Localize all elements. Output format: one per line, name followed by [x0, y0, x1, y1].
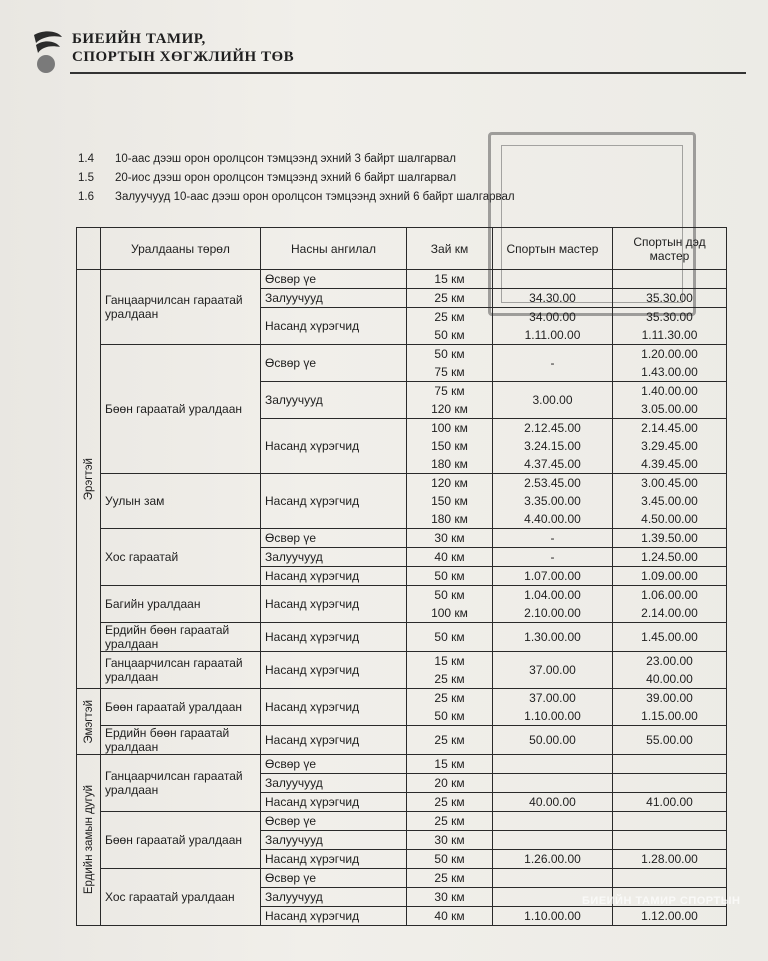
- master-candidate-value: [617, 869, 722, 887]
- sport-master-value: 1.11.00.00: [524, 328, 581, 342]
- sport-master-cell: [493, 907, 613, 926]
- master-candidate-value: 4.39.45.00: [641, 457, 698, 471]
- discipline-cell: Бөөн гараатай уралдаан: [101, 345, 261, 474]
- master-candidate-cell: [613, 586, 727, 623]
- distance-value: 25 км: [434, 310, 465, 324]
- age-category-cell: Насанд хүрэгчид: [261, 907, 407, 926]
- sport-master-value: 1.26.00.00: [524, 852, 581, 866]
- sport-master-cell: [493, 755, 613, 774]
- header-divider: [70, 72, 746, 74]
- age-category-cell: Насанд хүрэгчид: [261, 586, 407, 623]
- age-category-cell: Насанд хүрэгчид: [261, 652, 407, 689]
- distance-cell: [407, 308, 493, 345]
- note-number: 1.6: [78, 191, 94, 203]
- age-category-cell: Өсвөр үе: [261, 812, 407, 831]
- distance-value: 50 км: [434, 347, 465, 361]
- master-candidate-cell: [613, 529, 727, 548]
- note-number: 1.4: [78, 153, 94, 165]
- master-candidate-value: 1.12.00.00: [641, 909, 698, 923]
- header-distance: Зай км: [407, 228, 493, 270]
- master-candidate-value: 23.00.00: [646, 654, 693, 668]
- master-candidate-value: [617, 812, 722, 830]
- master-candidate-value: 1.40.00.00: [641, 384, 698, 398]
- note-text: Залуучууд 10-аас дээш орон оролцсон тэмцээнд эхний 6 байрт шалгарвал: [115, 191, 515, 203]
- sport-master-value: 1.10.00.00: [524, 909, 581, 923]
- distance-cell: [407, 793, 493, 812]
- sport-master-cell: [493, 793, 613, 812]
- table-header-row: [77, 228, 727, 270]
- distance-value: 100 км: [431, 421, 468, 435]
- sport-master-cell: [493, 726, 613, 755]
- master-candidate-cell: [613, 850, 727, 869]
- sport-master-value: [497, 812, 608, 830]
- age-category-cell: Насанд хүрэгчид: [261, 850, 407, 869]
- table-row: [77, 529, 727, 548]
- distance-value: 15 км: [434, 272, 465, 286]
- header-group: [77, 228, 101, 270]
- sport-master-cell: [493, 474, 613, 529]
- distance-cell: [407, 755, 493, 774]
- sport-master-value: [497, 755, 608, 773]
- master-candidate-cell: [613, 548, 727, 567]
- master-candidate-cell: [613, 345, 727, 382]
- distance-value: 150 км: [431, 494, 468, 508]
- master-candidate-value: 1.11.30.00: [641, 328, 698, 342]
- note-text: 20-иос дээш орон оролцсон тэмцээнд эхний 6 байрт шалгарвал: [115, 172, 457, 184]
- table-row: [77, 623, 727, 652]
- distance-value: 50 км: [434, 328, 465, 342]
- master-candidate-cell: [613, 726, 727, 755]
- group-label: Эмэгтэй: [82, 699, 95, 744]
- distance-value: 120 км: [431, 402, 468, 416]
- distance-value: 25 км: [434, 795, 465, 809]
- master-candidate-cell: [613, 652, 727, 689]
- master-candidate-value: [617, 774, 722, 792]
- distance-cell: [407, 888, 493, 907]
- master-candidate-value: [617, 831, 722, 849]
- note-text: 10-аас дээш орон оролцсон тэмцээнд эхний 3 байрт шалгарвал: [115, 153, 457, 165]
- master-candidate-cell: [613, 382, 727, 419]
- master-candidate-value: 1.20.00.00: [641, 347, 698, 361]
- master-candidate-cell: [613, 289, 727, 308]
- distance-cell: [407, 567, 493, 586]
- age-category-cell: Өсвөр үе: [261, 755, 407, 774]
- sport-master-value: [497, 270, 608, 288]
- discipline-cell: Ганцаарчилсан гараатай уралдаан: [101, 652, 261, 689]
- master-candidate-cell: [613, 689, 727, 726]
- distance-cell: [407, 850, 493, 869]
- table-row: [77, 869, 727, 888]
- organization-name: [72, 30, 294, 66]
- age-category-cell: Насанд хүрэгчид: [261, 793, 407, 812]
- table-row: [77, 726, 727, 755]
- age-category-cell: Өсвөр үе: [261, 270, 407, 289]
- age-category-cell: Өсвөр үе: [261, 345, 407, 382]
- distance-cell: [407, 831, 493, 850]
- distance-value: 25 км: [434, 814, 465, 828]
- table-row: [77, 474, 727, 529]
- discipline-cell: Ганцаарчилсан гараатай уралдаан: [101, 755, 261, 812]
- distance-cell: [407, 289, 493, 308]
- table-row: [77, 586, 727, 623]
- distance-cell: [407, 529, 493, 548]
- group-label-cell: [77, 270, 101, 689]
- sport-master-cell: [493, 382, 613, 419]
- age-category-cell: Залуучууд: [261, 289, 407, 308]
- sport-master-value: 40.00.00: [529, 795, 576, 809]
- distance-cell: [407, 812, 493, 831]
- distance-value: 30 км: [434, 531, 465, 545]
- note-number: 1.5: [78, 172, 94, 184]
- distance-cell: [407, 419, 493, 474]
- sport-master-value: 37.00.00: [529, 691, 576, 705]
- discipline-cell: Хос гараатай уралдаан: [101, 869, 261, 926]
- sport-master-cell: [493, 419, 613, 474]
- master-candidate-value: 39.00.00: [646, 691, 693, 705]
- master-candidate-value: 1.28.00.00: [641, 852, 698, 866]
- header-discipline: Уралдааны төрөл: [101, 228, 261, 270]
- distance-value: 40 км: [434, 909, 465, 923]
- sport-master-cell: [493, 289, 613, 308]
- sport-master-cell: [493, 623, 613, 652]
- sport-master-cell: [493, 529, 613, 548]
- sport-master-value: 1.04.00.00: [524, 588, 581, 602]
- table-row: [77, 689, 727, 726]
- distance-cell: [407, 548, 493, 567]
- sport-master-cell: [493, 345, 613, 382]
- master-candidate-value: 1.09.00.00: [641, 569, 698, 583]
- sport-master-cell: [493, 812, 613, 831]
- sport-master-value: 1.30.00.00: [524, 630, 581, 644]
- distance-value: 50 км: [434, 630, 465, 644]
- note-item: [78, 150, 515, 169]
- discipline-cell: Бөөн гараатай уралдаан: [101, 689, 261, 726]
- master-candidate-value: 1.45.00.00: [641, 630, 698, 644]
- master-candidate-cell: [613, 793, 727, 812]
- age-category-cell: Насанд хүрэгчид: [261, 623, 407, 652]
- master-candidate-value: 55.00.00: [646, 733, 693, 747]
- distance-value: 25 км: [434, 871, 465, 885]
- distance-value: 150 км: [431, 439, 468, 453]
- distance-cell: [407, 774, 493, 793]
- distance-cell: [407, 869, 493, 888]
- sport-master-value: -: [550, 531, 555, 545]
- organization-name-line1: БИЕИЙН ТАМИР,: [72, 31, 206, 47]
- age-category-cell: Залуучууд: [261, 548, 407, 567]
- header-age-category: Насны ангилал: [261, 228, 407, 270]
- discipline-cell: Багийн уралдаан: [101, 586, 261, 623]
- distance-cell: [407, 652, 493, 689]
- distance-cell: [407, 382, 493, 419]
- sport-master-value: 1.10.00.00: [524, 709, 581, 723]
- master-candidate-cell: [613, 831, 727, 850]
- distance-value: 30 км: [434, 833, 465, 847]
- master-candidate-cell: [613, 308, 727, 345]
- master-candidate-value: 1.43.00.00: [641, 365, 698, 379]
- master-candidate-value: 41.00.00: [646, 795, 693, 809]
- age-category-cell: Насанд хүрэгчид: [261, 308, 407, 345]
- age-category-cell: Залуучууд: [261, 831, 407, 850]
- discipline-cell: Ердийн бөөн гараатай уралдаан: [101, 623, 261, 652]
- header-sport-master: Спортын мастер: [493, 228, 613, 270]
- sport-master-value: -: [550, 356, 555, 370]
- discipline-cell: Бөөн гараатай уралдаан: [101, 812, 261, 869]
- distance-cell: [407, 689, 493, 726]
- distance-value: 100 км: [431, 606, 468, 620]
- master-candidate-value: 3.29.45.00: [641, 439, 698, 453]
- note-item: [78, 188, 515, 207]
- master-candidate-value: 1.39.50.00: [641, 531, 698, 545]
- sport-master-cell: [493, 548, 613, 567]
- master-candidate-value: 1.24.50.00: [641, 550, 698, 564]
- distance-cell: [407, 726, 493, 755]
- sport-master-value: 2.12.45.00: [524, 421, 581, 435]
- table-row: [77, 652, 727, 689]
- distance-cell: [407, 907, 493, 926]
- age-category-cell: Залуучууд: [261, 382, 407, 419]
- master-candidate-value: 3.05.00.00: [641, 402, 698, 416]
- distance-value: 50 км: [434, 569, 465, 583]
- age-category-cell: Өсвөр үе: [261, 529, 407, 548]
- age-category-cell: Насанд хүрэгчид: [261, 567, 407, 586]
- master-candidate-value: 1.15.00.00: [641, 709, 698, 723]
- master-candidate-value: 3.00.45.00: [641, 476, 698, 490]
- distance-cell: [407, 270, 493, 289]
- age-category-cell: Насанд хүрэгчид: [261, 726, 407, 755]
- sport-master-value: 34.30.00: [529, 291, 576, 305]
- sport-master-value: 4.37.45.00: [524, 457, 581, 471]
- watermark-text: БИЕИЙН ТАМИР СПОРТЫН: [582, 895, 741, 907]
- sport-master-value: 34.00.00: [529, 310, 576, 324]
- sport-master-cell: [493, 308, 613, 345]
- table-row: [77, 755, 727, 774]
- sport-master-cell: [493, 586, 613, 623]
- table-row: [77, 812, 727, 831]
- sport-master-value: [497, 831, 608, 849]
- sport-master-value: 1.07.00.00: [524, 569, 581, 583]
- master-candidate-value: 2.14.45.00: [641, 421, 698, 435]
- discipline-cell: Ердийн бөөн гараатай уралдаан: [101, 726, 261, 755]
- distance-value: 25 км: [434, 291, 465, 305]
- master-candidate-value: [617, 755, 722, 773]
- org-logo-icon: [30, 27, 64, 75]
- master-candidate-value: 1.06.00.00: [641, 588, 698, 602]
- sport-master-cell: [493, 869, 613, 888]
- master-candidate-cell: [613, 907, 727, 926]
- age-category-cell: Насанд хүрэгчид: [261, 419, 407, 474]
- master-candidate-cell: [613, 419, 727, 474]
- sport-master-cell: [493, 831, 613, 850]
- master-candidate-cell: [613, 755, 727, 774]
- sport-master-value: 3.24.15.00: [524, 439, 581, 453]
- master-candidate-value: 40.00.00: [646, 672, 693, 686]
- distance-value: 180 км: [431, 457, 468, 471]
- group-label-cell: [77, 689, 101, 755]
- sport-master-value: 3.35.00.00: [524, 494, 581, 508]
- master-candidate-cell: [613, 623, 727, 652]
- age-category-cell: Насанд хүрэгчид: [261, 689, 407, 726]
- age-category-cell: Залуучууд: [261, 888, 407, 907]
- master-candidate-cell: [613, 869, 727, 888]
- sport-master-value: 4.40.00.00: [524, 512, 581, 526]
- group-label: Ердийн замын дугуй: [82, 785, 95, 895]
- distance-value: 50 км: [434, 852, 465, 866]
- distance-value: 25 км: [434, 672, 465, 686]
- master-candidate-cell: [613, 474, 727, 529]
- age-category-cell: Насанд хүрэгчид: [261, 474, 407, 529]
- distance-value: 30 км: [434, 890, 465, 904]
- discipline-cell: Ганцаарчилсан гараатай уралдаан: [101, 270, 261, 345]
- sport-master-cell: [493, 850, 613, 869]
- distance-value: 40 км: [434, 550, 465, 564]
- sport-master-value: [497, 774, 608, 792]
- master-candidate-value: 35.30.00: [646, 310, 693, 324]
- master-candidate-cell: [613, 270, 727, 289]
- distance-value: 180 км: [431, 512, 468, 526]
- sport-master-value: 2.10.00.00: [524, 606, 581, 620]
- distance-value: 75 км: [434, 384, 465, 398]
- age-category-cell: Өсвөр үе: [261, 869, 407, 888]
- master-candidate-cell: [613, 812, 727, 831]
- standards-table: [76, 227, 727, 926]
- organization-name-line2: СПОРТЫН ХӨГЖЛИЙН ТӨВ: [72, 49, 295, 65]
- master-candidate-value: [617, 270, 722, 288]
- sport-master-cell: [493, 689, 613, 726]
- distance-cell: [407, 586, 493, 623]
- sport-master-cell: [493, 567, 613, 586]
- distance-value: 50 км: [434, 709, 465, 723]
- sport-master-value: 3.00.00: [532, 393, 573, 407]
- distance-value: 20 км: [434, 776, 465, 790]
- distance-value: 120 км: [431, 476, 468, 490]
- master-candidate-value: 35.30.00: [646, 291, 693, 305]
- sport-master-value: 50.00.00: [529, 733, 576, 747]
- sport-master-cell: [493, 652, 613, 689]
- distance-value: 50 км: [434, 588, 465, 602]
- master-candidate-cell: [613, 774, 727, 793]
- criteria-notes: [78, 150, 515, 207]
- master-candidate-value: 3.45.00.00: [641, 494, 698, 508]
- table-row: [77, 345, 727, 382]
- note-item: [78, 169, 515, 188]
- table-row: [77, 270, 727, 289]
- master-candidate-cell: [613, 567, 727, 586]
- distance-cell: [407, 623, 493, 652]
- distance-value: 25 км: [434, 691, 465, 705]
- age-category-cell: Залуучууд: [261, 774, 407, 793]
- sport-master-value: [497, 869, 608, 887]
- distance-cell: [407, 345, 493, 382]
- sport-master-value: 37.00.00: [529, 663, 576, 677]
- sport-master-value: -: [550, 550, 555, 564]
- group-label: Эрэгтэй: [82, 457, 95, 501]
- header-master-candidate: Спортын дэд мастер: [613, 228, 727, 270]
- sport-master-value: 2.53.45.00: [524, 476, 581, 490]
- distance-value: 25 км: [434, 733, 465, 747]
- distance-cell: [407, 474, 493, 529]
- group-label-cell: [77, 755, 101, 926]
- discipline-cell: Хос гараатай: [101, 529, 261, 586]
- master-candidate-value: 2.14.00.00: [641, 606, 698, 620]
- distance-value: 75 км: [434, 365, 465, 379]
- distance-value: 15 км: [434, 654, 465, 668]
- discipline-cell: Уулын зам: [101, 474, 261, 529]
- sport-master-cell: [493, 270, 613, 289]
- master-candidate-value: 4.50.00.00: [641, 512, 698, 526]
- distance-value: 15 км: [434, 757, 465, 771]
- sport-master-cell: [493, 774, 613, 793]
